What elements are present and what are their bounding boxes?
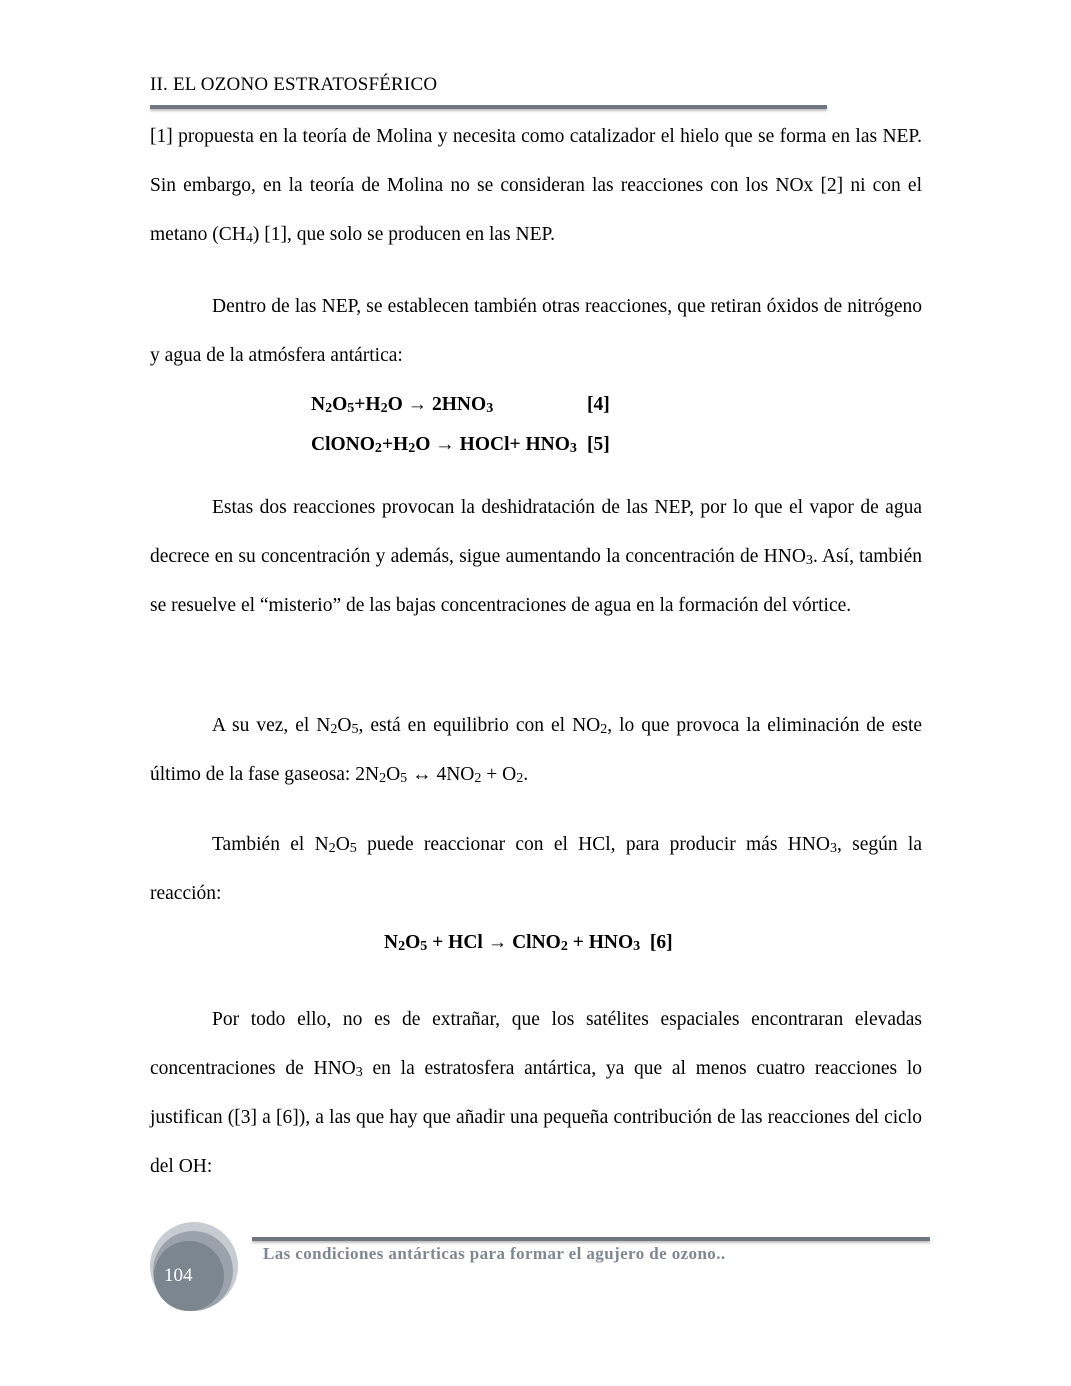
footer-rule	[252, 1237, 930, 1241]
paragraph-1: [1] propuesta en la teoría de Molina y necesita como catalizador el hielo que se forma en las NEP. Sin embargo, en la teoría de Molina no se consideran las reacciones con los NOx [2] ni con el metano $(CH_4)$ [1], que solo se producen en las NEP.	[150, 126, 922, 247]
equation-4-ref: [4]	[587, 394, 610, 415]
footer-running-title: Las condiciones antárticas para formar el agujero de ozono..	[263, 1244, 726, 1263]
header-rule	[150, 105, 827, 109]
paragraph-3: Estas dos reacciones provocan la deshidratación de las NEP, por lo que el vapor de agua decrece en su concentración y además, sigue aumentando la concentración de $HNO_3$. Así, también se resuelve el “misterio” de las bajas concentraciones de agua en la formación del vórtice.	[150, 497, 922, 616]
equation-5: $ClONO_2+H_2O$ → HOCl+ $HNO_3$	[311, 434, 577, 457]
equation-5-ref: [5]	[587, 434, 610, 455]
paragraph-4: A su vez, el $N_2O_5$, está en equilibrio con el $NO_2$, lo que provoca la eliminación de este último de la fase gaseosa: $2N_2O_5$ ↔ $4NO_2 + O_2$.	[150, 715, 923, 787]
paragraph-6: Por todo ello, no es de extrañar, que los satélites espaciales encontraran elevadas concentraciones de $HNO_3$ en la estratosfera antártica, ya que al menos cuatro reacciones lo justifican ([3] a [6]), a las que hay que añadir una pequeña contribución de las reacciones del ciclo del OH:	[150, 1009, 923, 1177]
page-header-title: II. EL OZONO ESTRATOSFÉRICO	[150, 74, 438, 95]
equation-6-ref: [6]	[640, 932, 673, 953]
paragraph-5: También el $N_2O_5$ puede reaccionar con el HCl, para producir más $HNO_3$, según la reacción:	[150, 834, 922, 904]
equation-6: $N_2O_5$ + HCl → ClNO$_2$ + $HNO_3$ [6]	[384, 932, 673, 955]
page-number: 104	[164, 1265, 193, 1286]
equation-4: $N_2O_5+H_2O \to 2HNO_3$	[311, 394, 494, 417]
paragraph-2: Dentro de las NEP, se establecen también otras reacciones, que retiran óxidos de nitrógeno y agua de la atmósfera antártica:	[150, 296, 922, 366]
